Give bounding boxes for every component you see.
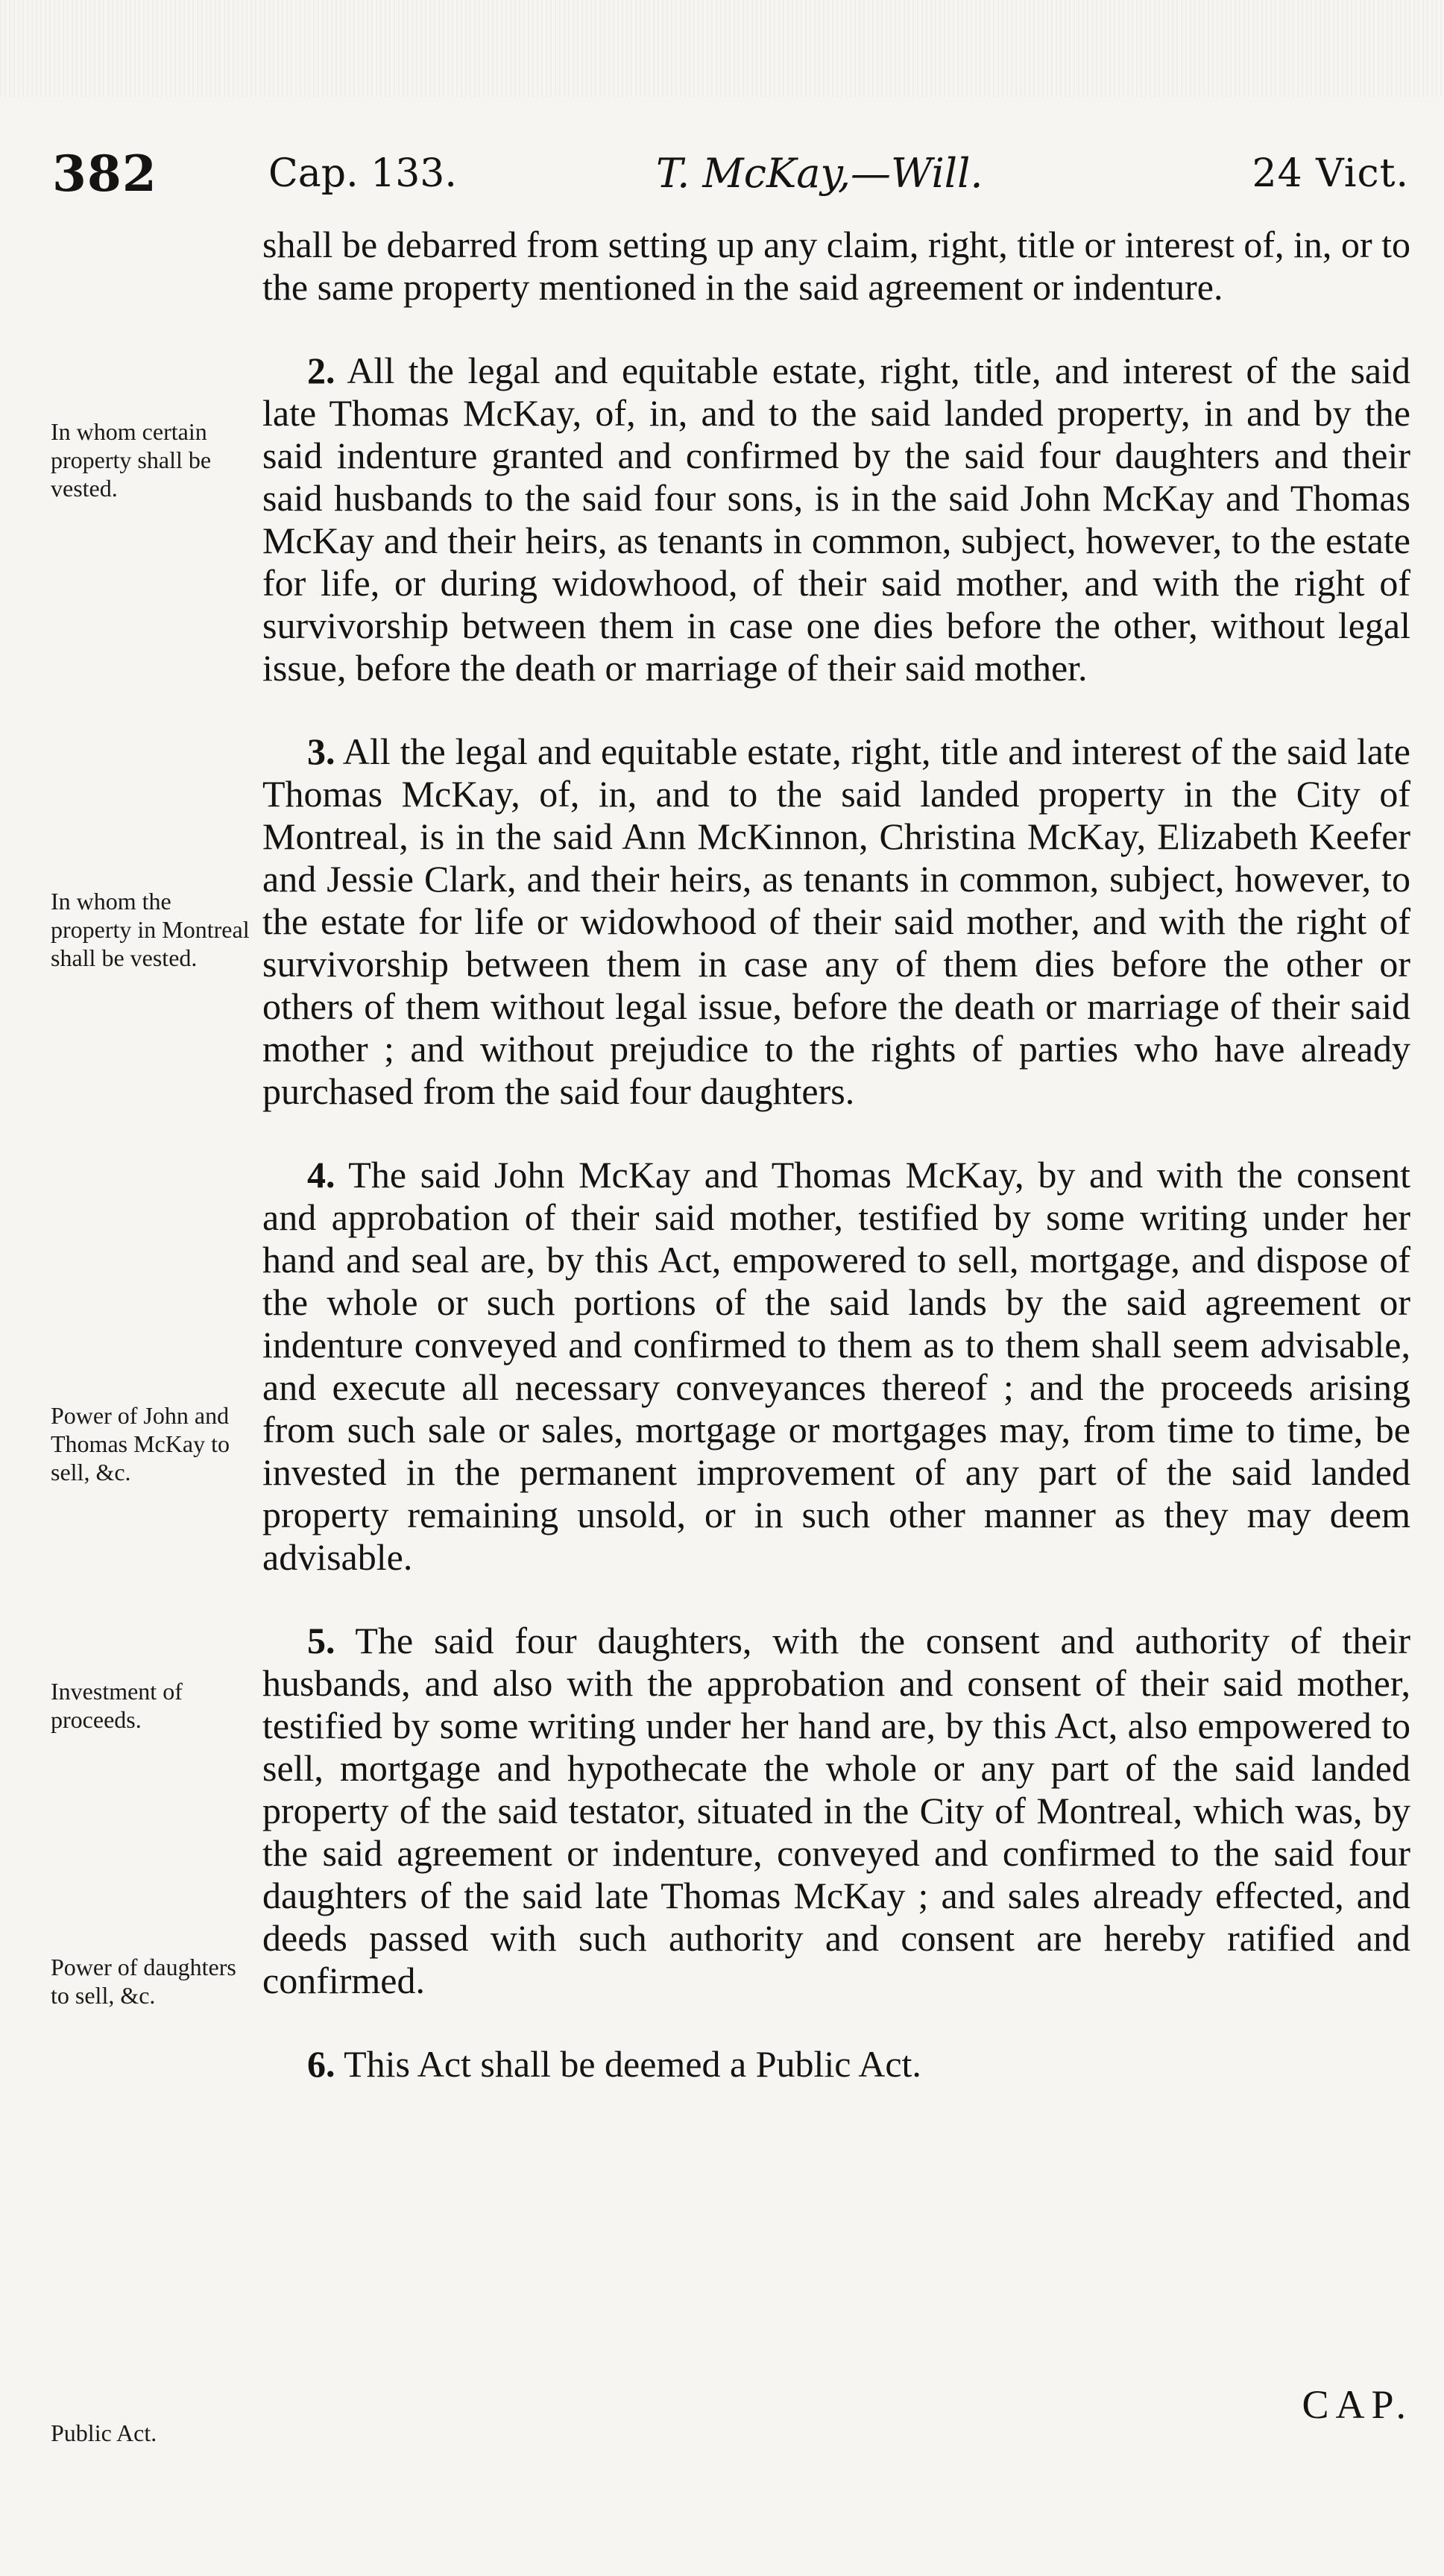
section-5 [262, 1620, 1410, 2002]
paragraph-text: shall be debarred from setting up any claim, right, title or interest of, in, or to the same property mentioned in the said agreement or indenture. [262, 224, 1410, 308]
section-number: 3. [307, 730, 335, 772]
running-title: T. McKay,—Will. [656, 150, 983, 197]
page-number: 382 [52, 145, 157, 203]
page-header [45, 140, 1409, 207]
margin-note-investment: Investment of proceeds. [51, 1678, 183, 1733]
margin-note-daughters: Power of daughters to sell, &c. [51, 1954, 236, 2009]
margin-note-montreal: In whom the property in Montreal shall be vested. [51, 888, 250, 971]
section-4 [262, 1154, 1410, 1579]
paragraph-text: The said four daughters, with the consent and authority of their husbands, and also with the approbation and consent of their said mother, testified by some writing under her hand are, by this Act, also empowered to sell, mortgage and hypothecate the whole or any part of the said landed property of the said testator, situated in the City of Montreal, which was, by the said agreement or indenture, conveyed and confirmed to the said four daughters of the said late Thomas McKay ; and sales already effected, and deeds passed with such authority and consent are hereby ratified and confirmed. [262, 1620, 1410, 2001]
session-label: 24 Vict. [1252, 151, 1409, 196]
paragraph-text: The said John McKay and Thomas McKay, by and with the consent and approbation of their said mother, testified by some writing under her hand and seal are, by this Act, empowered to sell, mortgage, and dispose of the whole or such portions of the said lands by the said agreement or indenture conveyed and confirmed to them as to them shall seem advisable, and execute all necessary conveyances thereof ; and the proceeds arising from such sale or sales, mortgage or mortgages may, from time to time, be invested in the permanent improvement of any part of the said landed property remaining unsold, or in such other manner as they may deem advisable. [262, 1154, 1410, 1578]
section-number: 4. [307, 1154, 335, 1196]
paragraph-text: All the legal and equitable estate, right, title, and interest of the said late Thomas McKay, of, in, and to the said landed property, in and by the said indenture granted and confirmed by the said four daughters and their said husbands to the said four sons, is in the said John McKay and Thomas McKay and their heirs, as tenants in common, subject, however, to the estate for life, or during widowhood, of their said mother, and with the right of survivorship between them in case one dies before the other, without legal issue, before the death or marriage of their said mother. [262, 350, 1410, 689]
section-number: 2. [307, 350, 335, 391]
paragraph-continuation [262, 224, 1410, 309]
section-number: 6. [307, 2043, 335, 2085]
scan-edge [0, 0, 1444, 97]
chapter-label: Cap. 133. [268, 151, 457, 196]
section-number: 5. [307, 1620, 335, 1661]
catchword: CAP. [1302, 2382, 1413, 2427]
margin-note-public-act: Public Act. [51, 2419, 157, 2446]
body-text [262, 224, 1410, 2086]
paragraph-text: This Act shall be deemed a Public Act. [335, 2043, 921, 2085]
section-6 [262, 2043, 1410, 2086]
paragraph-text: All the legal and equitable estate, right, title and interest of the said late Thomas McKay, of, in, and to the said landed property in the City of Montreal, is in the said Ann McKinnon, Christina McKay, Elizabeth Keefer and Jessie Clark, and their heirs, as tenants in common, subject, however, to the estate for life or widowhood of their said mother, and with the right of survivorship between them in case any of them dies before the other or others of them without legal issue, before the death or marriage of their said mother ; and without prejudice to the rights of parties who have already purchased from the said four daughters. [262, 730, 1410, 1112]
section-3 [262, 730, 1410, 1113]
section-2 [262, 350, 1410, 689]
margin-note-power-sell: Power of John and Thomas McKay to sell, &c. [51, 1402, 230, 1486]
margin-note-vested: In whom certain property shall be vested. [51, 418, 212, 502]
